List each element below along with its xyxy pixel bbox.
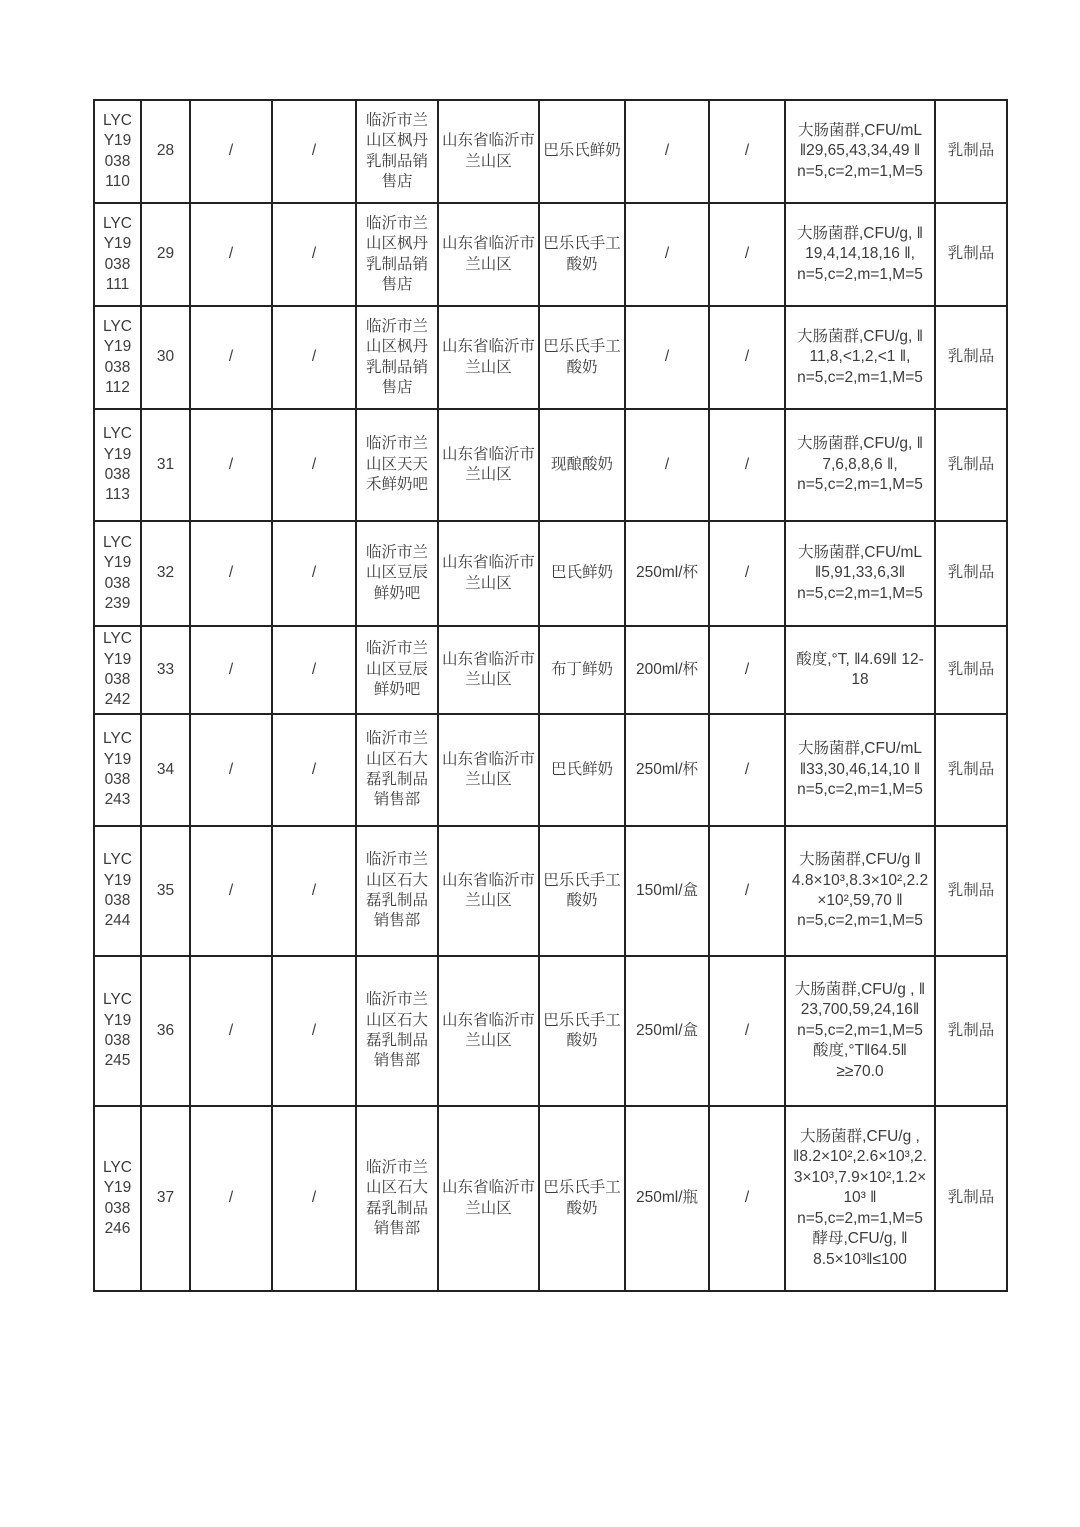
cell-col-4: / (272, 100, 356, 203)
cell-col-9: / (709, 626, 785, 714)
cell-producer: 临沂市兰山区石大磊乳制品销售部 (356, 956, 438, 1106)
cell-results: 大肠菌群,CFU/g , ‖ 23,700,59,24,16‖ n=5,c=2,m=1,M=5 酸度,°T‖64.5‖ ≥≥70.0 (785, 956, 935, 1106)
cell-col-3: / (190, 409, 272, 521)
cell-seq-no: 32 (141, 521, 190, 626)
cell-seq-no: 36 (141, 956, 190, 1106)
cell-category: 乳制品 (935, 626, 1007, 714)
cell-col-4: / (272, 826, 356, 956)
table-row (94, 203, 1007, 306)
cell-category: 乳制品 (935, 203, 1007, 306)
cell-spec: 150ml/盒 (625, 826, 709, 956)
cell-sample-id: LYC Y19 038 113 (94, 409, 141, 521)
cell-producer: 临沂市兰山区石大磊乳制品销售部 (356, 714, 438, 826)
cell-address: 山东省临沂市兰山区 (438, 100, 539, 203)
cell-seq-no: 33 (141, 626, 190, 714)
cell-col-4: / (272, 1106, 356, 1291)
cell-results: 大肠菌群,CFU/mL ‖29,65,43,34,49 ‖ n=5,c=2,m=1,M=5 (785, 100, 935, 203)
cell-category: 乳制品 (935, 521, 1007, 626)
cell-spec: 250ml/杯 (625, 714, 709, 826)
cell-results: 大肠菌群,CFU/mL ‖5,91,33,6,3‖ n=5,c=2,m=1,M=5 (785, 521, 935, 626)
cell-product: 布丁鲜奶 (539, 626, 625, 714)
cell-results: 酸度,°T, ‖4.69‖ 12-18 (785, 626, 935, 714)
cell-sample-id: LYC Y19 038 239 (94, 521, 141, 626)
table-row (94, 956, 1007, 1106)
cell-producer: 临沂市兰山区豆辰鲜奶吧 (356, 521, 438, 626)
cell-category: 乳制品 (935, 100, 1007, 203)
cell-product: 巴乐氏鲜奶 (539, 100, 625, 203)
cell-producer: 临沂市兰山区天天禾鲜奶吧 (356, 409, 438, 521)
cell-results: 大肠菌群,CFU/g, ‖ 11,8,<1,2,<1 ‖, n=5,c=2,m=1,M=5 (785, 306, 935, 409)
cell-sample-id: LYC Y19 038 111 (94, 203, 141, 306)
cell-seq-no: 28 (141, 100, 190, 203)
cell-col-9: / (709, 306, 785, 409)
cell-col-4: / (272, 521, 356, 626)
cell-col-3: / (190, 521, 272, 626)
cell-col-3: / (190, 306, 272, 409)
cell-product: 巴氏鲜奶 (539, 521, 625, 626)
cell-results: 大肠菌群,CFU/g ‖ 4.8×10³,8.3×10²,2.2×10²,59,70 ‖ n=5,c=2,m=1,M=5 (785, 826, 935, 956)
cell-sample-id: LYC Y19 038 242 (94, 626, 141, 714)
cell-product: 巴乐氏手工酸奶 (539, 306, 625, 409)
cell-address: 山东省临沂市兰山区 (438, 521, 539, 626)
cell-col-3: / (190, 826, 272, 956)
cell-col-4: / (272, 626, 356, 714)
cell-producer: 临沂市兰山区枫丹乳制品销售店 (356, 203, 438, 306)
table-container (93, 99, 1008, 1292)
cell-producer: 临沂市兰山区枫丹乳制品销售店 (356, 100, 438, 203)
cell-producer: 临沂市兰山区石大磊乳制品销售部 (356, 1106, 438, 1291)
cell-producer: 临沂市兰山区石大磊乳制品销售部 (356, 826, 438, 956)
cell-address: 山东省临沂市兰山区 (438, 956, 539, 1106)
cell-product: 巴乐氏手工酸奶 (539, 826, 625, 956)
cell-col-3: / (190, 1106, 272, 1291)
cell-spec: 250ml/瓶 (625, 1106, 709, 1291)
cell-col-9: / (709, 521, 785, 626)
table-row (94, 100, 1007, 203)
cell-col-4: / (272, 714, 356, 826)
cell-product: 巴乐氏手工酸奶 (539, 1106, 625, 1291)
cell-category: 乳制品 (935, 826, 1007, 956)
cell-product: 现酿酸奶 (539, 409, 625, 521)
cell-sample-id: LYC Y19 038 112 (94, 306, 141, 409)
cell-address: 山东省临沂市兰山区 (438, 409, 539, 521)
table-row (94, 521, 1007, 626)
cell-col-3: / (190, 100, 272, 203)
cell-seq-no: 30 (141, 306, 190, 409)
cell-col-3: / (190, 626, 272, 714)
table-row (94, 1106, 1007, 1291)
cell-address: 山东省临沂市兰山区 (438, 826, 539, 956)
cell-spec: / (625, 409, 709, 521)
cell-producer: 临沂市兰山区枫丹乳制品销售店 (356, 306, 438, 409)
cell-product: 巴乐氏手工酸奶 (539, 956, 625, 1106)
cell-seq-no: 34 (141, 714, 190, 826)
cell-category: 乳制品 (935, 956, 1007, 1106)
cell-product: 巴氏鲜奶 (539, 714, 625, 826)
table-row (94, 714, 1007, 826)
cell-seq-no: 37 (141, 1106, 190, 1291)
cell-col-9: / (709, 956, 785, 1106)
cell-results: 大肠菌群,CFU/g, ‖ 19,4,14,18,16 ‖, n=5,c=2,m=1,M=5 (785, 203, 935, 306)
cell-col-4: / (272, 306, 356, 409)
table-row (94, 826, 1007, 956)
cell-col-9: / (709, 409, 785, 521)
table-row (94, 306, 1007, 409)
cell-col-9: / (709, 826, 785, 956)
cell-category: 乳制品 (935, 1106, 1007, 1291)
cell-col-9: / (709, 1106, 785, 1291)
cell-col-9: / (709, 714, 785, 826)
cell-sample-id: LYC Y19 038 244 (94, 826, 141, 956)
table-row (94, 409, 1007, 521)
inspection-table (93, 99, 1008, 1292)
cell-results: 大肠菌群,CFU/g, ‖ 7,6,8,8,6 ‖, n=5,c=2,m=1,M=5 (785, 409, 935, 521)
cell-col-4: / (272, 956, 356, 1106)
cell-sample-id: LYC Y19 038 110 (94, 100, 141, 203)
cell-address: 山东省临沂市兰山区 (438, 306, 539, 409)
cell-producer: 临沂市兰山区豆辰鲜奶吧 (356, 626, 438, 714)
cell-col-3: / (190, 203, 272, 306)
cell-spec: / (625, 100, 709, 203)
table-body (94, 100, 1007, 1291)
cell-address: 山东省临沂市兰山区 (438, 1106, 539, 1291)
cell-seq-no: 31 (141, 409, 190, 521)
cell-results: 大肠菌群,CFU/mL ‖33,30,46,14,10 ‖ n=5,c=2,m=1,M=5 (785, 714, 935, 826)
cell-address: 山东省临沂市兰山区 (438, 714, 539, 826)
cell-spec: / (625, 306, 709, 409)
cell-col-3: / (190, 956, 272, 1106)
cell-spec: 250ml/杯 (625, 521, 709, 626)
cell-address: 山东省临沂市兰山区 (438, 203, 539, 306)
cell-seq-no: 29 (141, 203, 190, 306)
cell-col-3: / (190, 714, 272, 826)
cell-sample-id: LYC Y19 038 246 (94, 1106, 141, 1291)
cell-spec: 250ml/盒 (625, 956, 709, 1106)
cell-col-4: / (272, 203, 356, 306)
cell-category: 乳制品 (935, 409, 1007, 521)
cell-sample-id: LYC Y19 038 243 (94, 714, 141, 826)
cell-results: 大肠菌群,CFU/g , ‖8.2×10²,2.6×10³,2.3×10³,7.9×10²,1.2×10³ ‖ n=5,c=2,m=1,M=5 酵母,CFU/g, ‖ 8.5×10³‖≤100 (785, 1106, 935, 1291)
cell-spec: / (625, 203, 709, 306)
cell-address: 山东省临沂市兰山区 (438, 626, 539, 714)
cell-col-9: / (709, 100, 785, 203)
cell-spec: 200ml/杯 (625, 626, 709, 714)
cell-category: 乳制品 (935, 306, 1007, 409)
table-row (94, 626, 1007, 714)
cell-product: 巴乐氏手工酸奶 (539, 203, 625, 306)
cell-sample-id: LYC Y19 038 245 (94, 956, 141, 1106)
cell-category: 乳制品 (935, 714, 1007, 826)
cell-seq-no: 35 (141, 826, 190, 956)
cell-col-9: / (709, 203, 785, 306)
cell-col-4: / (272, 409, 356, 521)
